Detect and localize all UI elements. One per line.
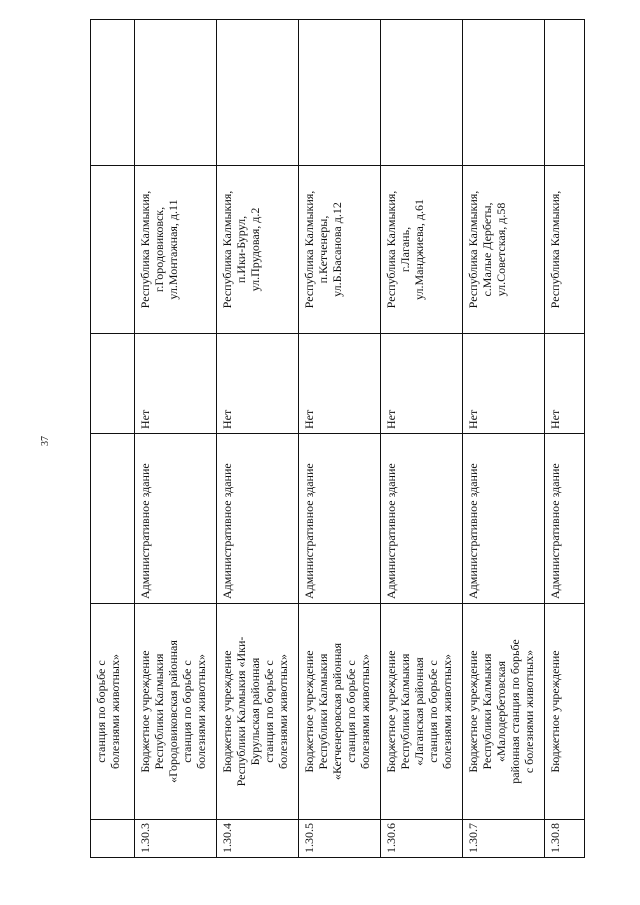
empty-cell xyxy=(91,20,135,166)
flag-cell: Нет xyxy=(463,334,545,434)
address-line: Республика Калмыкия, xyxy=(466,190,480,309)
row-number-cell: 1.30.6 xyxy=(381,820,463,858)
table-row xyxy=(463,20,545,858)
institution-name-line: станция по борьбе с xyxy=(344,660,358,763)
address-cell xyxy=(545,166,585,334)
institution-name-line: Бюджетное учреждение xyxy=(548,650,562,773)
address-line: п.Ики-Бурул, xyxy=(234,215,248,284)
building-purpose-cell xyxy=(91,434,135,604)
institution-name-line: Бюджетное учреждение xyxy=(220,650,234,773)
institution-name-line: «Лаганская районная xyxy=(412,657,426,766)
address-line: ул.Монтажная, д.11 xyxy=(166,199,180,300)
institution-name-line: болезнями животных» xyxy=(276,654,290,769)
flag-cell: Нет xyxy=(135,334,217,434)
row-number-cell: 1.30.4 xyxy=(217,820,299,858)
row-number-cell xyxy=(91,820,135,858)
address-line: с.Малые Дербеты, xyxy=(480,202,494,297)
institution-name-line: Бюджетное учреждение xyxy=(384,650,398,773)
building-purpose-cell: Административное здание xyxy=(381,434,463,604)
institution-name-line: станция по борьбе с xyxy=(262,660,276,763)
empty-cell xyxy=(463,20,545,166)
flag-cell: Нет xyxy=(299,334,381,434)
empty-cell xyxy=(135,20,217,166)
institution-name-line: Бурульская районная xyxy=(248,657,262,766)
empty-cell xyxy=(299,20,381,166)
empty-cell xyxy=(381,20,463,166)
institution-name-line: болезнями животных» xyxy=(194,654,208,769)
rotated-table-container xyxy=(90,20,584,858)
row-number-cell: 1.30.5 xyxy=(299,820,381,858)
institution-name-line: Республики Калмыкия xyxy=(398,653,412,770)
table-body xyxy=(91,20,585,858)
address-cell xyxy=(381,166,463,334)
address-line: ул.Манджиева, д.61 xyxy=(412,199,426,300)
institution-name-line: болезнями животных» xyxy=(440,654,454,769)
institution-name-line: станция по борьбе с xyxy=(180,660,194,763)
address-line: ул.Прудовая, д.2 xyxy=(248,207,262,292)
table-row xyxy=(381,20,463,858)
address-line: ул.Советская, д.58 xyxy=(494,202,508,297)
institution-name-cell xyxy=(299,604,381,820)
address-line: п.Кетченеры, xyxy=(316,215,330,284)
address-cell xyxy=(217,166,299,334)
table-row xyxy=(135,20,217,858)
institution-name-cell xyxy=(381,604,463,820)
row-number-cell: 1.30.8 xyxy=(545,820,585,858)
institution-name-line: Бюджетное учреждение xyxy=(302,650,316,773)
institution-name-line: Республики Калмыкия «Ики- xyxy=(234,636,248,787)
empty-cell xyxy=(545,20,585,166)
building-purpose-cell: Административное здание xyxy=(217,434,299,604)
institution-name-line: «Кетченеровская районная xyxy=(330,642,344,781)
flag-cell: Нет xyxy=(381,334,463,434)
address-cell xyxy=(135,166,217,334)
institution-name-cell xyxy=(135,604,217,820)
address-line: г.Городовиковск, xyxy=(152,206,166,293)
institution-name-line: Республики Калмыкия xyxy=(316,653,330,770)
flag-cell: Нет xyxy=(545,334,585,434)
institution-name-line: станция по борьбе с xyxy=(94,660,108,763)
building-purpose-cell: Административное здание xyxy=(299,434,381,604)
institution-name-line: станция по борьбе с xyxy=(426,660,440,763)
institution-name-line: районная станция по борьбе xyxy=(508,639,522,784)
address-cell xyxy=(91,166,135,334)
flag-cell xyxy=(91,334,135,434)
address-cell xyxy=(463,166,545,334)
row-number-cell: 1.30.3 xyxy=(135,820,217,858)
address-line: ул.Б.Басанова д.12 xyxy=(330,202,344,297)
table-row xyxy=(545,20,585,858)
institution-name-cell xyxy=(463,604,545,820)
flag-cell: Нет xyxy=(217,334,299,434)
address-cell xyxy=(299,166,381,334)
table-row xyxy=(217,20,299,858)
institution-name-line: болезнями животных» xyxy=(108,654,122,769)
row-number-cell: 1.30.7 xyxy=(463,820,545,858)
building-purpose-cell: Административное здание xyxy=(135,434,217,604)
institution-name-cell xyxy=(91,604,135,820)
building-purpose-cell: Административное здание xyxy=(463,434,545,604)
institution-name-cell xyxy=(217,604,299,820)
institution-name-line: болезнями животных» xyxy=(358,654,372,769)
address-line: Республика Калмыкия, xyxy=(302,190,316,309)
table-row xyxy=(91,20,135,858)
table-row xyxy=(299,20,381,858)
building-purpose-cell: Административное здание xyxy=(545,434,585,604)
address-line: Республика Калмыкия, xyxy=(384,190,398,309)
institution-name-line: «Малодербетовская xyxy=(494,661,508,762)
institution-name-line: Бюджетное учреждение xyxy=(138,650,152,773)
property-table xyxy=(90,19,585,858)
page-number: 37 xyxy=(40,436,51,446)
institution-name-line: с болезнями животных» xyxy=(522,649,536,774)
address-line: Республика Калмыкия, xyxy=(220,190,234,309)
address-line: Республика Калмыкия, xyxy=(138,190,152,309)
institution-name-line: Бюджетное учреждение xyxy=(466,650,480,773)
institution-name-line: Республики Калмыкия xyxy=(480,653,494,770)
address-line: Республика Калмыкия, xyxy=(548,190,562,309)
institution-name-cell xyxy=(545,604,585,820)
empty-cell xyxy=(217,20,299,166)
institution-name-line: Республики Калмыкия xyxy=(152,653,166,770)
address-line: г.Лагань, xyxy=(398,226,412,273)
institution-name-line: «Городовиковская районная xyxy=(166,640,180,783)
